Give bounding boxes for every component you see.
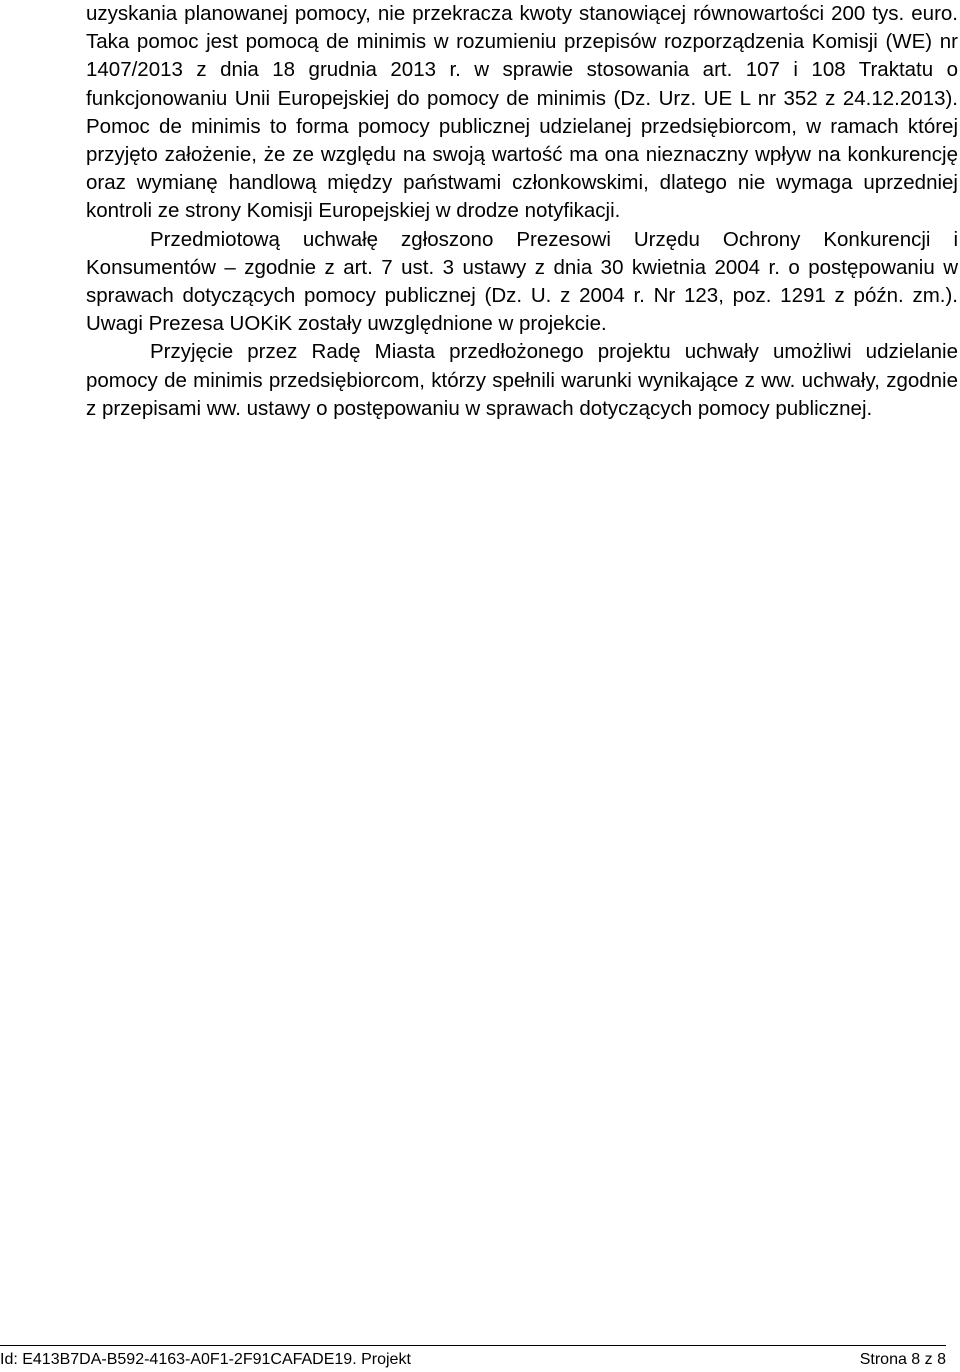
paragraph-continuation: uzyskania planowanej pomocy, nie przekracza kwoty stanowiącej równowartości 200 tys. euro. Taka pomoc jest pomocą de minimis w rozumieniu przepisów rozporządzenia Komisji (WE) nr 1407/2013 z dnia 18 grudnia 2013 r. w sprawie stosowania art. 107 i 108 Traktatu o funkcjonowaniu Unii Europejskiej do pomocy de minimis (Dz. Urz. UE L nr 352 z 24.12.2013). Pomoc de minimis to forma pomocy publicznej udzielanej przedsiębiorcom, w ramach której przyjęto założenie, że ze względu na swoją wartość ma ona nieznaczny wpływ na konkurencję oraz wymianę handlową między państwami członkowskimi, dlatego nie wymaga uprzedniej kontroli ze strony Komisji Europejskiej w drodze notyfikacji. [86,2,958,223]
document-body [86,0,958,423]
page-footer [0,1350,946,1372]
document-id: Id: E413B7DA-B592-4163-A0F1-2F91CAFADE19. Projekt [0,1351,411,1368]
footer-divider [0,1345,946,1346]
paragraph-uokik-notification: Przedmiotową uchwałę zgłoszono Prezesowi Urzędu Ochrony Konkurencji i Konsumentów – zgodnie z art. 7 ust. 3 ustawy z dnia 30 kwietnia 2004 r. o postępowaniu w sprawach dotyczących pomocy publicznej (Dz. U. z 2004 r. Nr 123, poz. 1291 z późn. zm.). Uwagi Prezesa UOKiK zostały uwzględnione w projekcie. [86,227,958,336]
page-number: Strona 8 z 8 [859,1351,946,1368]
paragraph-council-adoption: Przyjęcie przez Radę Miasta przedłożonego projektu uchwały umożliwi udzielanie pomocy de minimis przedsiębiorcom, którzy spełnili warunki wynikające z ww. uchwały, zgodnie z przepisami ww. ustawy o postępowaniu w sprawach dotyczących pomocy publicznej. [86,340,958,420]
